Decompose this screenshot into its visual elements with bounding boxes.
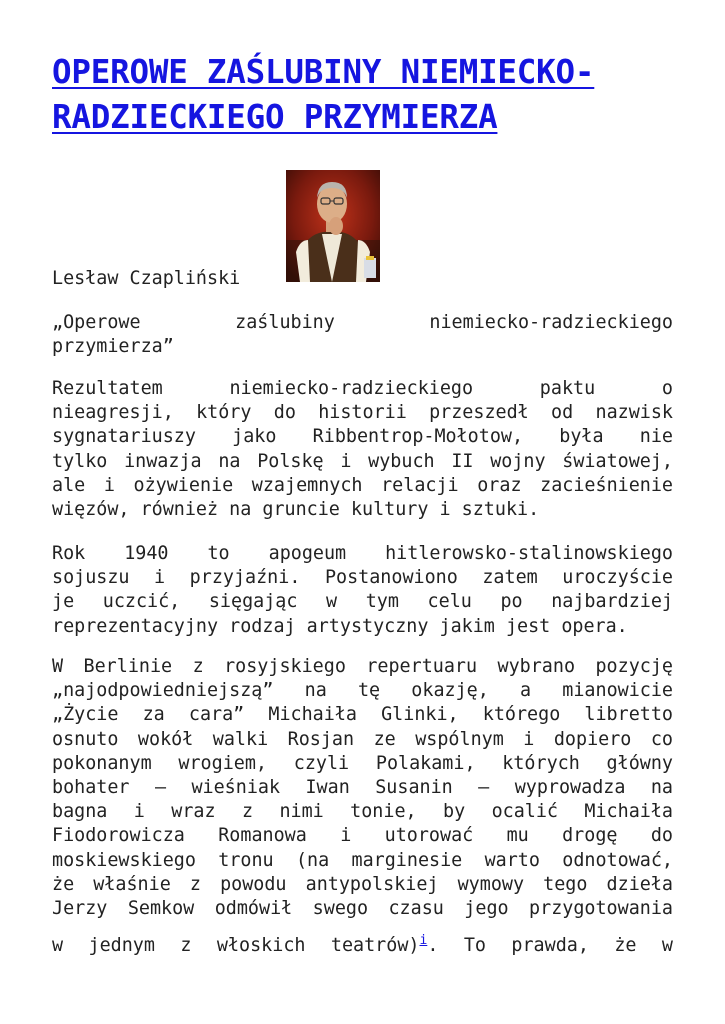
paragraph-line: W Berlinie z rosyjskiego repertuaru wybrano pozycję xyxy=(52,656,673,677)
paragraph-line: ale i ożywienie wzajemnych relacji oraz zacieśnienie xyxy=(52,474,673,496)
paragraph-text: w jednym z włoskich teatrów) xyxy=(52,935,420,957)
paragraph-line: reprezentacyjny rodzaj artystyczny jakim jest opera. xyxy=(52,615,628,637)
paragraph-line: tylko inwazja na Polskę i wybuch II wojny światowej, xyxy=(52,450,673,472)
paragraph-text: . To prawda, że w xyxy=(427,935,673,957)
title-line-2[interactable]: RADZIECKIEGO PRZYMIERZA xyxy=(52,98,498,136)
paragraph-line: Fiodorowicza Romanowa i utorować mu drogę do xyxy=(52,825,673,847)
paragraph-line: Rok 1940 to apogeum hitlerowsko-stalinowskiego xyxy=(52,543,673,564)
paragraph-line: pokonanym wrogiem, czyli Polakami, których główny xyxy=(52,752,673,774)
paragraph-line: Jerzy Semkow odmówił swego czasu jego przygotowania xyxy=(52,897,673,919)
subtitle-line: przymierza” xyxy=(52,336,174,358)
paragraph-line: sygnatariuszy jako Ribbentrop-Mołotow, była nie xyxy=(52,426,673,448)
paragraph-line: bohater – wieśniak Iwan Susanin – wyprowadza na xyxy=(52,776,673,798)
author-photo xyxy=(286,170,380,282)
paragraph-line: „Życie za cara” Michaiła Glinki, którego libretto xyxy=(52,704,673,726)
paragraph-line: bagna i wraz z nimi tonie, by ocalić Michaiła xyxy=(52,801,673,823)
title-line-1[interactable]: OPEROWE ZAŚLUBINY NIEMIECKO- xyxy=(52,53,595,91)
paragraph-line: sojuszu i przyjaźni. Postanowiono zatem uroczyście xyxy=(52,567,673,589)
paragraph-last-line xyxy=(52,927,673,957)
subtitle-line: „Operowe zaślubiny niemiecko-radzieckiego xyxy=(52,312,673,333)
paragraph-line: że właśnie z powodu antypolskiej wymowy tego dzieła xyxy=(52,873,673,895)
article-title-link[interactable] xyxy=(52,50,673,140)
paragraph-3 xyxy=(52,655,673,957)
footnote-link[interactable]: i xyxy=(419,933,428,949)
author-name: Lesław Czapliński xyxy=(52,268,241,289)
paragraph-line: moskiewskiego tronu (na marginesie warto odnotować, xyxy=(52,849,673,871)
paragraph-line: Rezultatem niemiecko-radzieckiego paktu o xyxy=(52,378,673,399)
article xyxy=(52,50,673,957)
article-subtitle xyxy=(52,311,673,359)
paragraph-1 xyxy=(52,377,673,522)
paragraph-line: osnuto wokół walki Rosjan ze wspólnym i dopiero co xyxy=(52,728,673,750)
paragraph-2 xyxy=(52,542,673,639)
paragraph-line: „najodpowiedniejszą” na tę okazję, a mianowicie xyxy=(52,680,673,702)
paragraph-line: nieagresji, który do historii przeszedł od nazwisk xyxy=(52,402,673,424)
paragraph-line: je uczcić, sięgając w tym celu po najbardziej xyxy=(52,591,673,613)
paragraph-line: więzów, również na gruncie kultury i sztuki. xyxy=(52,498,540,520)
